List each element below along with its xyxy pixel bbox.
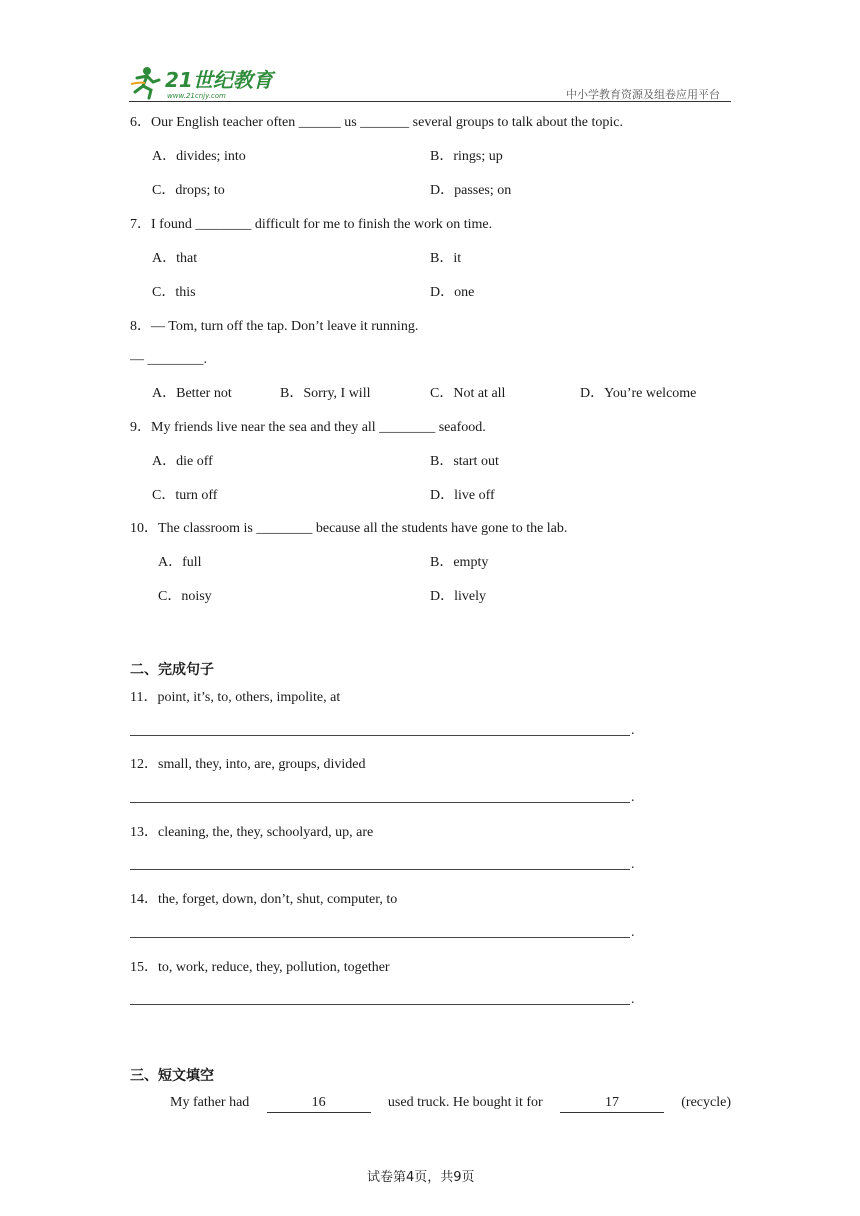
- item-number: 12．: [130, 757, 158, 772]
- answer-line-13[interactable]: [130, 869, 630, 870]
- page-number: 试卷第4页，共9页: [367, 1170, 475, 1185]
- question-6: [130, 114, 623, 132]
- end-mark-15: .: [631, 992, 635, 1007]
- item-number: 15．: [130, 960, 158, 975]
- svg-text:www.21cnjy.com: www.21cnjy.com: [167, 92, 226, 100]
- item-number: 11．: [130, 690, 158, 705]
- question-text: The classroom is ________ because all the students have gone to the lab.: [158, 521, 568, 536]
- svg-text:21世纪教育: 21世纪教育: [165, 68, 273, 92]
- answer-line-15[interactable]: [130, 1004, 630, 1005]
- question-text: Our English teacher often ______ us _______ several groups to talk about the topic.: [151, 115, 624, 130]
- item-words: to, work, reduce, they, pollution, together: [158, 960, 390, 975]
- option-8c: C．Not at all: [430, 386, 506, 401]
- option-9c: C．turn off: [152, 488, 218, 503]
- question-7: [130, 216, 492, 234]
- sentence-15: [130, 959, 390, 977]
- section-3-title: 三、短文填空: [130, 1068, 214, 1084]
- question-8-reply: — ________.: [130, 352, 207, 367]
- option-7a: A．that: [152, 251, 198, 266]
- question-8: [130, 318, 418, 336]
- answer-line-12[interactable]: [130, 802, 630, 803]
- option-7d: D．one: [430, 285, 475, 300]
- option-8d: D．You’re welcome: [580, 386, 697, 401]
- passage-text-c: (recycle): [681, 1095, 731, 1110]
- item-words: cleaning, the, they, schoolyard, up, are: [158, 825, 374, 840]
- end-mark-13: .: [631, 857, 635, 872]
- end-mark-11: .: [631, 723, 635, 738]
- question-number: 6．: [130, 115, 151, 130]
- question-9: [130, 419, 486, 437]
- question-number: 9．: [130, 420, 151, 435]
- item-words: small, they, into, are, groups, divided: [158, 757, 366, 772]
- option-10c: C．noisy: [158, 589, 212, 604]
- question-number: 10．: [130, 521, 158, 536]
- option-7c: C．this: [152, 285, 196, 300]
- passage-text-a: My father had: [170, 1095, 250, 1110]
- item-number: 13．: [130, 825, 158, 840]
- logo-graphic: [129, 62, 279, 102]
- question-text: — Tom, turn off the tap. Don’t leave it running.: [151, 319, 419, 334]
- option-10a: A．full: [158, 555, 202, 570]
- sentence-12: [130, 756, 366, 774]
- answer-line-11[interactable]: [130, 735, 630, 736]
- answer-line-14[interactable]: [130, 937, 630, 938]
- option-7b: B．it: [430, 251, 462, 266]
- question-number: 7．: [130, 217, 151, 232]
- option-6a: A．divides; into: [152, 149, 246, 164]
- option-6d: D．passes; on: [430, 183, 512, 198]
- end-mark-14: .: [631, 925, 635, 940]
- item-words: point, it’s, to, others, impolite, at: [157, 690, 341, 705]
- header-rule: [129, 101, 731, 102]
- item-words: the, forget, down, don’t, shut, computer, to: [158, 892, 398, 907]
- question-text: I found ________ difficult for me to finish the work on time.: [151, 217, 493, 232]
- end-mark-12: .: [631, 790, 635, 805]
- option-10b: B．empty: [430, 555, 489, 570]
- option-6c: C．drops; to: [152, 183, 225, 198]
- sentence-13: [130, 824, 373, 842]
- passage-text-b: used truck. He bought it for: [387, 1095, 543, 1110]
- blank-17[interactable]: 17: [560, 1094, 664, 1113]
- sentence-11: [130, 689, 340, 707]
- question-10: [130, 520, 567, 538]
- option-9b: B．start out: [430, 454, 499, 469]
- blank-16[interactable]: 16: [267, 1094, 371, 1113]
- option-9d: D．live off: [430, 488, 495, 503]
- section-2-title: 二、完成句子: [130, 662, 214, 678]
- option-8a: A．Better not: [152, 386, 232, 401]
- option-9a: A．die off: [152, 454, 213, 469]
- option-10d: D．lively: [430, 589, 486, 604]
- sentence-14: [130, 891, 397, 909]
- question-number: 8．: [130, 319, 151, 334]
- item-number: 14．: [130, 892, 158, 907]
- option-6b: B．rings; up: [430, 149, 503, 164]
- header-platform-text: 中小学教育资源及组卷应用平台: [566, 88, 720, 101]
- passage-line: [130, 1094, 731, 1113]
- question-text: My friends live near the sea and they all ________ seafood.: [151, 420, 486, 435]
- option-8b: B．Sorry, I will: [280, 386, 371, 401]
- logo: [129, 62, 279, 102]
